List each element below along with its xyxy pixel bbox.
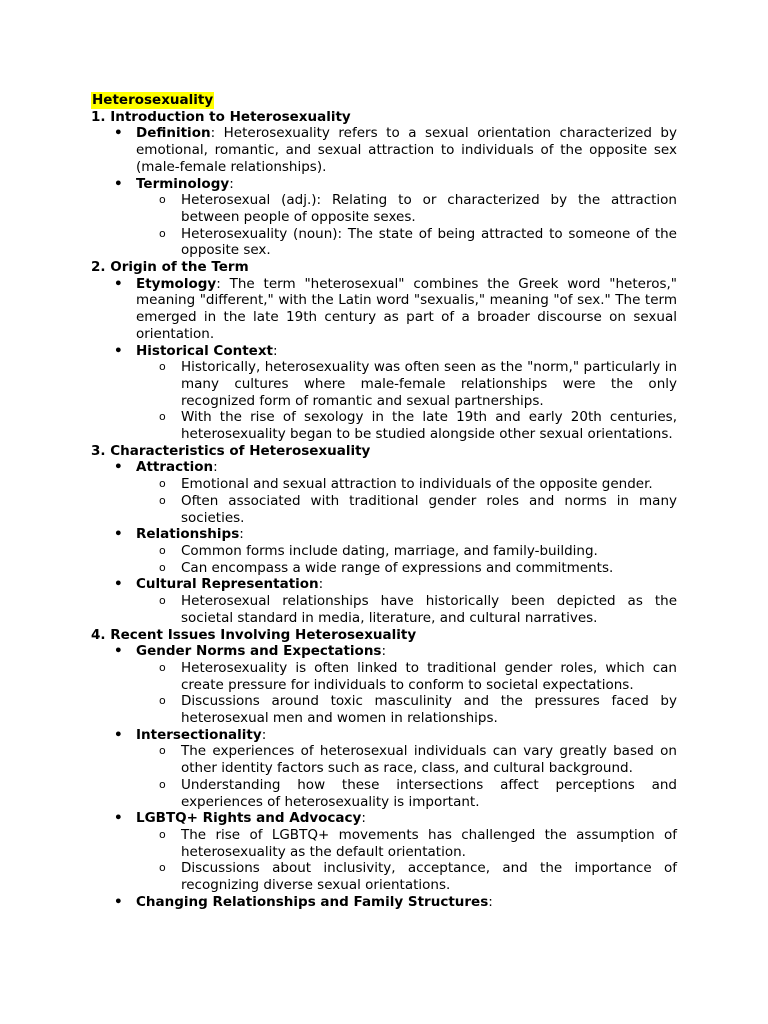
bullet-list	[91, 459, 677, 626]
sub-list-item-text: Emotional and sexual attraction to individuals of the opposite gender.	[181, 476, 653, 493]
sub-bullet-icon: o	[159, 360, 166, 374]
list-item	[114, 893, 677, 911]
list-item-description: :	[361, 810, 366, 827]
sub-list-item	[159, 826, 677, 860]
sub-list-item-text: Discussions about inclusivity, acceptance, and the importance of recognizing diverse sexual orientations.	[181, 860, 677, 894]
list-item-text	[136, 894, 677, 911]
document-title: Heterosexuality	[92, 92, 214, 108]
sub-bullet-list	[136, 660, 677, 727]
sub-bullet-icon: o	[159, 827, 166, 841]
list-item	[114, 175, 677, 260]
section-heading: 2. Origin of the Term	[91, 259, 249, 276]
bullet-icon: •	[114, 576, 123, 593]
bullet-icon: •	[114, 125, 123, 142]
list-item	[114, 576, 677, 626]
sub-bullet-icon: o	[159, 777, 166, 791]
bullet-icon: •	[114, 893, 123, 910]
list-item-text	[136, 459, 677, 476]
sub-list-item-text: The experiences of heterosexual individuals can vary greatly based on other identity factors such as race, class, and cultural background.	[181, 743, 677, 777]
sub-list-item	[159, 693, 677, 727]
document-page	[91, 92, 677, 910]
list-item	[114, 526, 677, 576]
sub-bullet-list	[136, 359, 677, 443]
list-item-text	[136, 810, 677, 827]
bullet-icon: •	[114, 526, 123, 543]
sub-list-item	[159, 659, 677, 693]
bullet-list	[91, 643, 677, 910]
sub-list-item	[159, 409, 677, 443]
sub-list-item-text: Heterosexuality is often linked to traditional gender roles, which can create pressure for individuals to conform to societal expectations.	[181, 659, 677, 693]
sub-list-item	[159, 476, 677, 493]
list-item-description: : The term "heterosexual" combines the Greek word "heteros," meaning "different," with the Latin word "sexualis," meaning "of sex." The term emerged in the late 19th century as part of a broader discourse on sexual orientation.	[136, 275, 677, 342]
section-heading: 1. Introduction to Heterosexuality	[91, 108, 351, 125]
bullet-icon: •	[114, 643, 123, 660]
list-item-description: :	[488, 893, 493, 910]
list-item-description: :	[272, 342, 278, 359]
list-item-term: Changing Relationships and Family Structures	[136, 893, 489, 910]
list-item	[114, 726, 677, 811]
sub-list-item	[159, 542, 677, 560]
list-item-description: :	[229, 175, 234, 192]
sub-bullet-list	[136, 743, 677, 810]
sub-bullet-icon: o	[159, 660, 166, 674]
sub-bullet-icon: o	[159, 543, 166, 557]
bullet-icon: •	[114, 275, 123, 292]
sub-list-item-text: Heterosexual (adj.): Relating to or characterized by the attraction between people of opposite sexes.	[181, 192, 677, 225]
list-item-text	[136, 643, 677, 660]
sub-list-item	[159, 192, 677, 225]
list-item	[114, 643, 677, 727]
section-heading: 4. Recent Issues Involving Heterosexuality	[91, 626, 417, 643]
list-item-term: Relationships	[136, 526, 240, 543]
sub-list-item-text: Often associated with traditional gender roles and norms in many societies.	[181, 492, 677, 526]
sub-bullet-icon: o	[159, 493, 166, 507]
sub-list-item	[159, 860, 677, 894]
sub-list-item-text: Historically, heterosexuality was often seen as the "norm," particularly in many cultures where male-female relationships were the only recognized form of romantic and sexual partnerships.	[181, 359, 677, 409]
document-body	[91, 109, 677, 911]
list-item-text	[136, 343, 677, 360]
sub-bullet-list	[136, 476, 677, 526]
list-item	[114, 810, 677, 894]
list-item-description: :	[261, 726, 267, 743]
sub-bullet-icon: o	[159, 193, 166, 207]
sub-list-item-text: With the rise of sexology in the late 19th and early 20th centuries, heterosexuality began to be studied alongside other sexual orientations.	[181, 409, 677, 443]
sub-list-item	[159, 743, 677, 777]
sub-list-item-text: Heterosexuality (noun): The state of being attracted to someone of the opposite sex.	[181, 225, 677, 259]
sub-bullet-icon: o	[159, 744, 166, 758]
list-item-description: :	[318, 576, 324, 593]
list-item-description: :	[239, 526, 244, 543]
sub-bullet-icon: o	[159, 560, 166, 574]
list-item-text	[136, 276, 677, 343]
sub-list-item	[159, 559, 677, 577]
sub-list-item	[159, 492, 677, 526]
list-item-description: :	[381, 643, 387, 660]
bullet-icon: •	[114, 342, 123, 359]
section-heading: 3. Characteristics of Heterosexuality	[91, 442, 371, 459]
list-item	[114, 125, 677, 175]
sub-bullet-list	[136, 827, 677, 894]
sub-bullet-icon: o	[159, 226, 166, 240]
list-item-term: Etymology	[136, 275, 217, 292]
sub-bullet-list	[136, 593, 677, 626]
list-item-description: : Heterosexuality refers to a sexual orientation characterized by emotional, romantic, and sexual attraction to individuals of the opposite sex (male-female relationships).	[136, 125, 677, 175]
sub-bullet-icon: o	[159, 594, 166, 608]
bullet-icon: •	[114, 459, 123, 476]
bullet-list	[91, 276, 677, 443]
list-item-term: Intersectionality	[136, 726, 262, 743]
list-item-text	[136, 727, 677, 744]
list-item-description: :	[213, 459, 218, 476]
list-item-term: Attraction	[136, 459, 214, 476]
bullet-icon: •	[114, 175, 123, 192]
list-item-text	[136, 176, 677, 193]
sub-list-item	[159, 593, 677, 626]
sub-bullet-icon: o	[159, 477, 166, 491]
bullet-icon: •	[114, 810, 123, 827]
sub-bullet-list	[136, 192, 677, 259]
bullet-icon: •	[114, 726, 123, 743]
list-item	[114, 275, 677, 343]
list-item-text	[136, 526, 677, 543]
sub-list-item	[159, 359, 677, 409]
list-item-term: Terminology	[136, 175, 230, 192]
list-item-term: Gender Norms and Expectations	[136, 643, 382, 660]
list-item-term: Definition	[136, 125, 211, 142]
list-item-text	[136, 125, 677, 175]
sub-list-item-text: Common forms include dating, marriage, and family-building.	[181, 542, 598, 559]
sub-bullet-list	[136, 543, 677, 576]
sub-list-item	[159, 776, 677, 810]
bullet-list	[91, 125, 677, 259]
list-item-term: LGBTQ+ Rights and Advocacy	[136, 810, 362, 827]
sub-bullet-icon: o	[159, 410, 166, 424]
sub-list-item	[159, 225, 677, 259]
list-item-text	[136, 576, 677, 593]
sub-list-item-text: The rise of LGBTQ+ movements has challenged the assumption of heterosexuality as the default orientation.	[181, 826, 677, 860]
list-item	[114, 342, 677, 443]
sub-bullet-icon: o	[159, 694, 166, 708]
sub-list-item-text: Heterosexual relationships have historically been depicted as the societal standard in media, literature, and cultural narratives.	[181, 593, 677, 626]
list-item-term: Historical Context	[136, 342, 273, 359]
sub-list-item-text: Understanding how these intersections affect perceptions and experiences of heterosexuality is important.	[181, 776, 677, 810]
sub-list-item-text: Can encompass a wide range of expressions and commitments.	[181, 559, 614, 576]
list-item-term: Cultural Representation	[136, 576, 319, 593]
sub-list-item-text: Discussions around toxic masculinity and the pressures faced by heterosexual men and women in relationships.	[181, 693, 677, 727]
sub-bullet-icon: o	[159, 861, 166, 875]
list-item	[114, 459, 677, 526]
